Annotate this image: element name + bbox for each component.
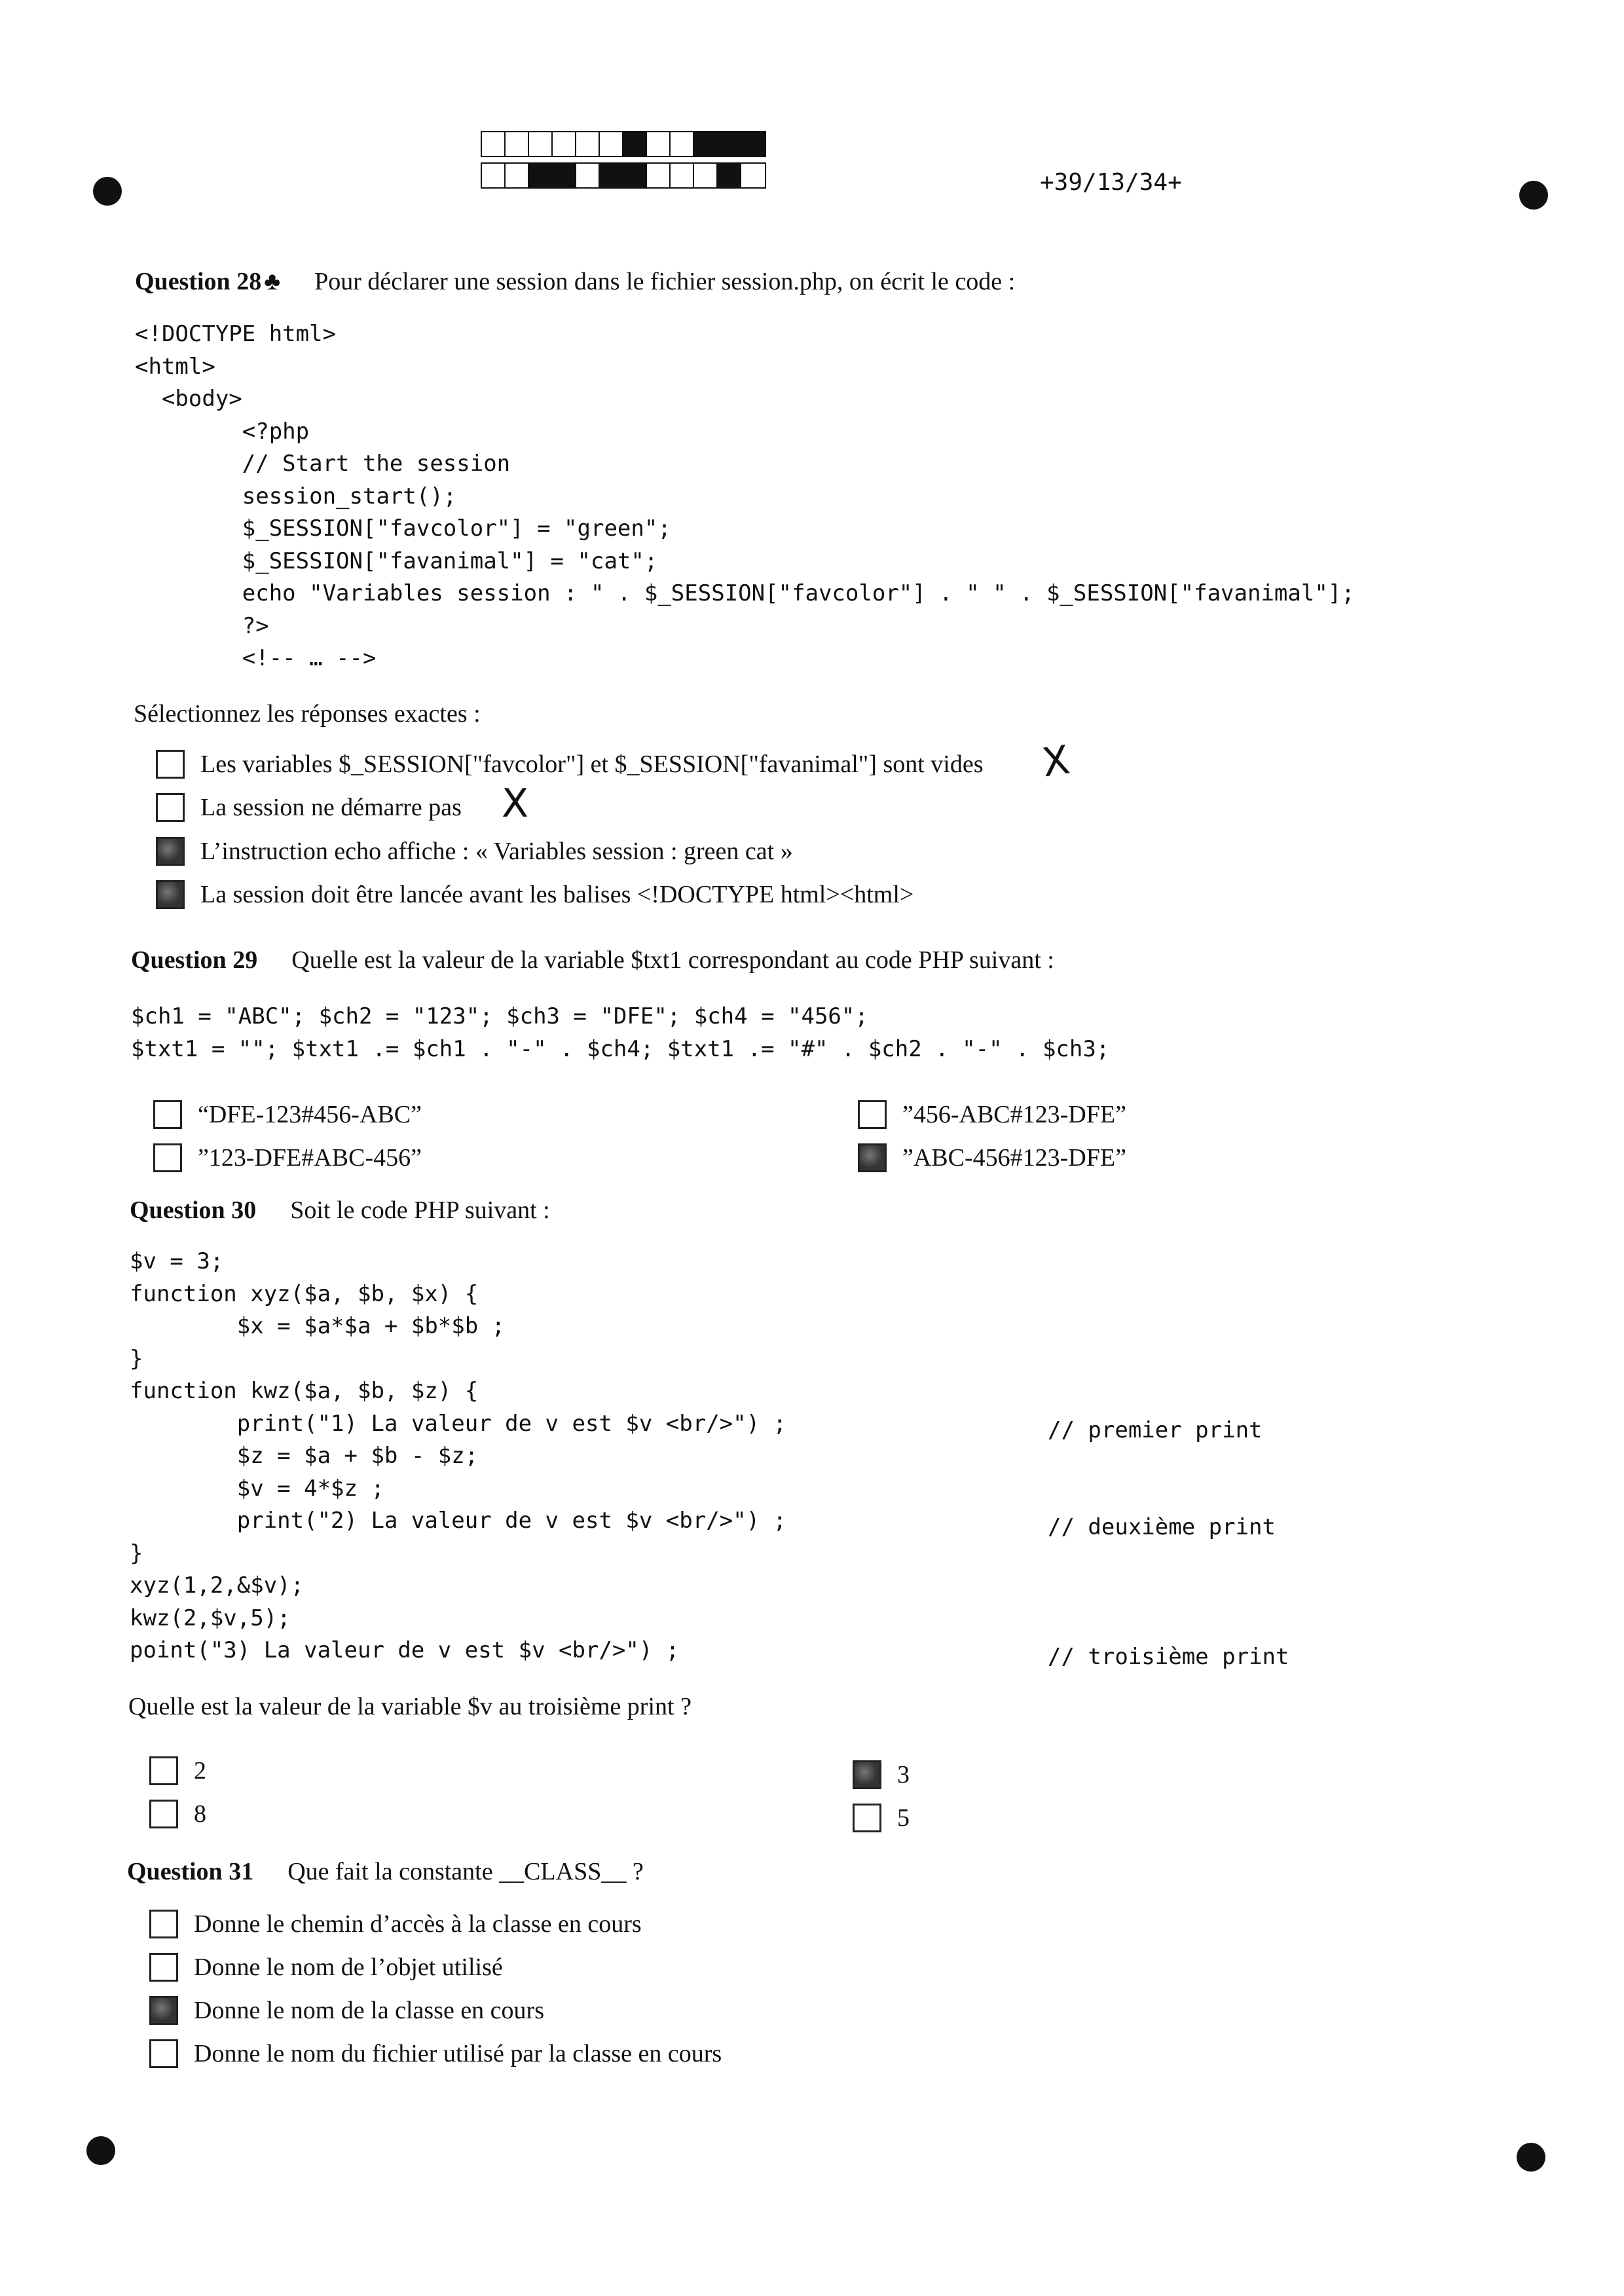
question-29-text: Quelle est la valeur de la variable $txt1 correspondant au code PHP suivant : [291, 946, 1054, 974]
question-29-option-1[interactable] [153, 1100, 422, 1129]
corner-dot-bottom-right [1517, 2143, 1545, 2172]
option-label: 8 [194, 1800, 206, 1828]
barcode-row-1 [481, 131, 766, 157]
option-label: Donne le nom du fichier utilisé par la classe en cours [194, 2040, 722, 2067]
question-30-option-2[interactable] [149, 1800, 206, 1828]
checkbox-checked[interactable] [149, 1996, 178, 2025]
option-label: Les variables $_SESSION["favcolor"] et $_SESSION["favanimal"] sont vides [200, 750, 984, 778]
option-label: Donne le nom de l’objet utilisé [194, 1953, 503, 1981]
handwritten-x-mark: X [502, 781, 529, 826]
question-29-option-4[interactable] [858, 1143, 1126, 1172]
question-29-code: $ch1 = "ABC"; $ch2 = "123"; $ch3 = "DFE"; $ch4 = "456"; $txt1 = ""; $txt1 .= $ch1 . "-" . $ch4; $txt1 .= "#" . $ch2 . "-" . $ch3; [131, 1003, 1110, 1062]
checkbox[interactable] [149, 2039, 178, 2068]
question-30-header [130, 1196, 550, 1225]
option-label: La session ne démarre pas [200, 794, 462, 821]
checkbox[interactable] [149, 1756, 178, 1785]
question-28-prompt: Sélectionnez les réponses exactes : [134, 700, 481, 728]
checkbox[interactable] [858, 1100, 887, 1129]
question-28-option-4[interactable] [156, 880, 913, 909]
question-30-text: Soit le code PHP suivant : [290, 1196, 550, 1224]
option-label: 3 [897, 1761, 910, 1788]
comment-deuxieme-print: // deuxième print [1048, 1514, 1276, 1540]
question-28-code: <!DOCTYPE html> <html> <body> <?php // Start the session session_start(); $_SESSION["favcolor"] = "green"; $_SESSION["favanimal"] = "cat"; echo "Variables session : " . $_SESSION["favcolor"] . " " . $_SESSION["favanimal"]; ?> <!-- … --> [135, 321, 1355, 671]
checkbox[interactable] [156, 793, 185, 822]
question-29-label: Question 29 [131, 946, 258, 974]
checkbox[interactable] [853, 1804, 881, 1832]
question-31-text: Que fait la constante __CLASS__ ? [287, 1858, 644, 1885]
barcode-row-2 [481, 162, 766, 189]
checkbox[interactable] [149, 1800, 178, 1828]
question-30-option-4[interactable] [853, 1804, 910, 1832]
question-29-option-2[interactable] [153, 1143, 422, 1172]
question-29-option-3[interactable] [858, 1100, 1126, 1129]
checkbox-checked[interactable] [156, 880, 185, 909]
question-30-prompt: Quelle est la valeur de la variable $v au troisième print ? [128, 1693, 692, 1720]
checkbox[interactable] [156, 750, 185, 779]
question-31-option-1[interactable] [149, 1910, 642, 1938]
option-label: Donne le chemin d’accès à la classe en cours [194, 1910, 642, 1938]
question-28-header [135, 267, 1015, 296]
corner-dot-bottom-left [86, 2136, 115, 2165]
question-30-label: Question 30 [130, 1196, 257, 1224]
checkbox[interactable] [153, 1100, 182, 1129]
question-31-option-2[interactable] [149, 1953, 503, 1982]
question-31-header [127, 1857, 644, 1886]
checkbox-checked[interactable] [858, 1143, 887, 1172]
option-label: “DFE-123#456-ABC” [198, 1101, 422, 1128]
question-31-option-4[interactable] [149, 2039, 722, 2068]
club-icon: ♣ [264, 268, 281, 295]
option-label: L’instruction echo affiche : « Variables session : green cat » [200, 838, 793, 865]
question-28-label: Question 28 ♣ [135, 268, 281, 295]
question-30-option-1[interactable] [149, 1756, 206, 1785]
question-28-option-3[interactable] [156, 837, 793, 866]
corner-dot-top-left [93, 177, 122, 206]
question-31-label: Question 31 [127, 1858, 254, 1885]
option-label: 5 [897, 1804, 910, 1832]
question-28-option-2[interactable] [156, 793, 462, 822]
corner-dot-top-right [1519, 181, 1548, 210]
page-id: +39/13/34+ [1040, 169, 1182, 196]
question-28-text: Pour déclarer une session dans le fichier session.php, on écrit le code : [314, 268, 1016, 295]
question-30-option-3[interactable] [853, 1760, 910, 1789]
handwritten-x-mark: X [1039, 737, 1073, 787]
question-29-header [131, 946, 1054, 974]
checkbox-checked[interactable] [853, 1760, 881, 1789]
checkbox[interactable] [149, 1910, 178, 1938]
option-label: Donne le nom de la classe en cours [194, 1997, 544, 2024]
option-label: 2 [194, 1757, 206, 1785]
question-28-option-1[interactable] [156, 750, 984, 779]
option-label: La session doit être lancée avant les balises <!DOCTYPE html><html> [200, 881, 914, 908]
option-label: ”ABC-456#123-DFE” [902, 1144, 1126, 1172]
option-label: ”456-ABC#123-DFE” [902, 1101, 1126, 1128]
question-31-option-3[interactable] [149, 1996, 544, 2025]
option-label: ”123-DFE#ABC-456” [198, 1144, 422, 1172]
comment-premier-print: // premier print [1048, 1417, 1263, 1443]
question-30-code: $v = 3; function xyz($a, $b, $x) { $x = $a*$a + $b*$b ; } function kwz($a, $b, $z) { print("1) La valeur de v est $v <br/>") ; $z = $a + $b - $z; $v = 4*$z ; print("2) La valeur de v est $v <br/>") ; } xyz(1,2,&$v); kwz(2,$v,5); point("3) La valeur de v est $v <br/>") ; [130, 1248, 787, 1663]
checkbox-checked[interactable] [156, 837, 185, 866]
checkbox[interactable] [149, 1953, 178, 1982]
checkbox[interactable] [153, 1143, 182, 1172]
comment-troisieme-print: // troisième print [1048, 1644, 1289, 1670]
